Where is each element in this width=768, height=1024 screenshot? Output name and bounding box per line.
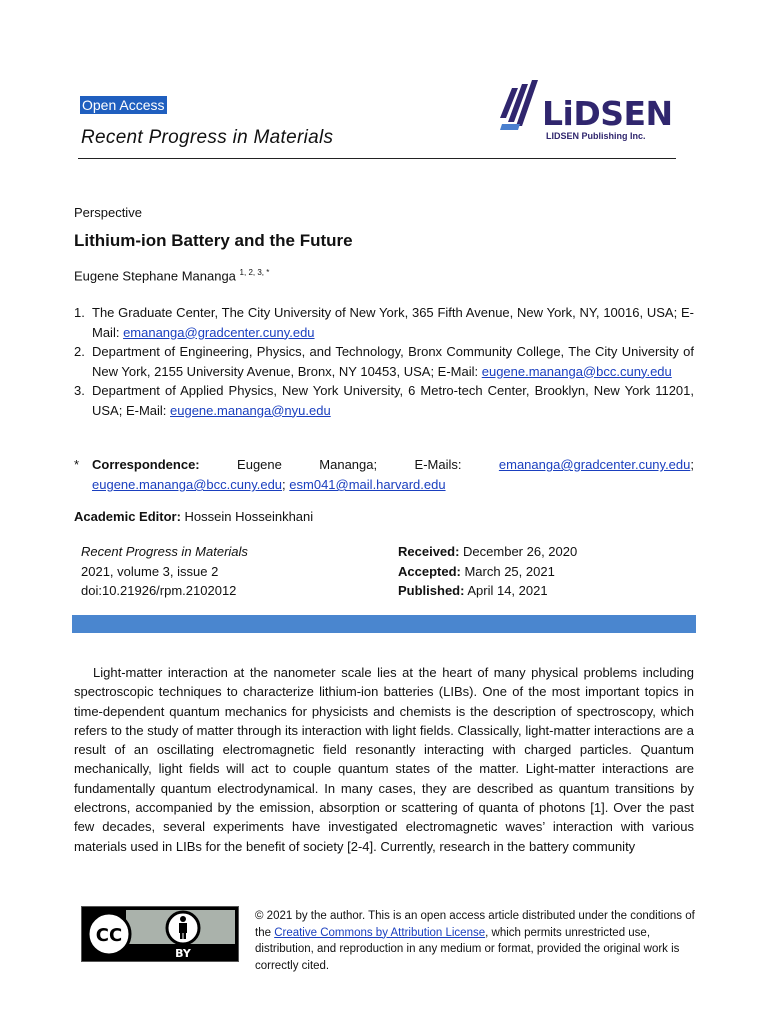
journal-name: Recent Progress in Materials	[81, 127, 334, 148]
cc-by-license-badge[interactable]	[81, 906, 239, 962]
affiliation-list	[74, 303, 694, 420]
affiliation-email-link[interactable]: eugene.mananga@bcc.cuny.edu	[481, 363, 672, 379]
publisher-logo[interactable]	[498, 74, 678, 146]
received-date: Received: December 26, 2020	[398, 544, 578, 559]
logo-subtitle: LIDSEN Publishing Inc.	[546, 131, 646, 141]
header-divider	[78, 158, 676, 159]
meta-journal: Recent Progress in Materials	[81, 544, 248, 559]
author-affiliation-marks: 1, 2, 3, *	[239, 268, 270, 277]
affiliation-email-link[interactable]: emananga@gradcenter.cuny.edu	[123, 324, 315, 340]
section-divider-bar	[72, 615, 696, 633]
affiliation-text: The Graduate Center, The City University of New York, 365 Fifth Avenue, New York, NY, 10016, USA; E-Mail: emananga@gradcenter.cuny.edu	[92, 305, 694, 340]
accepted-date: Accepted: March 25, 2021	[398, 563, 555, 579]
correspondence-email-3[interactable]: esm041@mail.harvard.edu	[289, 477, 446, 492]
affiliation-number: 2.	[74, 344, 85, 359]
article-title: Lithium-ion Battery and the Future	[74, 231, 353, 250]
cc-by-icon	[82, 907, 238, 961]
editor-label: Academic Editor:	[74, 509, 181, 524]
author-name: Eugene Stephane Mananga	[74, 268, 236, 284]
cc-text: CC	[95, 925, 123, 946]
author-line	[74, 268, 269, 283]
open-access-badge: Open Access	[82, 97, 165, 113]
affiliation-item	[74, 303, 694, 342]
academic-editor	[74, 509, 313, 524]
affiliation-number: 3.	[74, 383, 85, 398]
meta-doi: doi:10.21926/rpm.2102012	[81, 583, 237, 598]
license-text: © 2021 by the author. This is an open access article distributed under the conditions of the Creative Commons by Attribution License, which permits unrestricted use, distribution, and reproduction in any medium or format, provided the original work is correctly cited.	[255, 910, 695, 972]
correspondence-star: *	[74, 457, 80, 472]
correspondence-text: Correspondence: Eugene Mananga; E-Mails: emananga@gradcenter.cuny.edu; eugene.mananga@bcc.cuny.edu; esm041@mail.harvard.edu	[92, 457, 694, 492]
article-type: Perspective	[74, 205, 142, 220]
affiliation-text: Department of Engineering, Physics, and Technology, Bronx Community College, The City University of New York, 2155 University Avenue, Bronx, NY 10453, USA; E-Mail: eugene.mananga@bcc.cuny.edu	[92, 344, 694, 379]
meta-volume: 2021, volume 3, issue 2	[81, 563, 219, 579]
lidsen-mark-icon	[498, 78, 546, 138]
affiliation-text: Department of Applied Physics, New York University, 6 Metro-tech Center, Brooklyn, New York 11201, USA; E-Mail: eugene.mananga@nyu.edu	[92, 383, 694, 418]
editor-name: Hossein Hosseinkhani	[180, 509, 314, 524]
cc-license-link[interactable]: Creative Commons by Attribution License	[274, 926, 486, 939]
affiliation-number: 1.	[74, 305, 85, 320]
publication-dates	[398, 542, 577, 601]
correspondence	[74, 455, 694, 495]
logo-wordmark: LiDSEN	[542, 94, 673, 133]
correspondence-email-2[interactable]: eugene.mananga@bcc.cuny.edu	[92, 477, 283, 492]
affiliation-item	[74, 342, 694, 381]
body-paragraph: Light-matter interaction at the nanometer scale lies at the heart of many physical problems including spectroscopic techniques to characterize lithium-ion batteries (LIBs). One of the most important topics in time-dependent quantum mechanics for physicists and chemists is the description of spectroscopy, which refers to the study of matter through its interaction with light fields. Classically, light-matter interactions are a result of an oscillating electromagnetic field resonantly interacting with charged particles. Quantum mechanically, light fields will act to couple quantum states of the matter. Light-matter interactions are fundamentally quantum electrodynamical. In many cases, they are described as quantum transitions by electrons, accompanied by the emission, absorption or scattering of quanta of photons [1]. Over the past few decades, several experiments have investigated electromagnetic waves’ interaction with various materials used in LIBs for the benefit of society [2-4]. Currently, research in the battery community	[74, 665, 694, 854]
publication-info	[81, 542, 248, 601]
correspondence-label: Correspondence:	[92, 457, 200, 472]
affiliation-item	[74, 381, 694, 420]
published-date: Published: April 14, 2021	[398, 583, 548, 598]
affiliation-email-link[interactable]: eugene.mananga@nyu.edu	[170, 402, 331, 418]
correspondence-email-1[interactable]: emananga@gradcenter.cuny.edu	[498, 457, 691, 472]
by-text: BY	[175, 947, 191, 960]
